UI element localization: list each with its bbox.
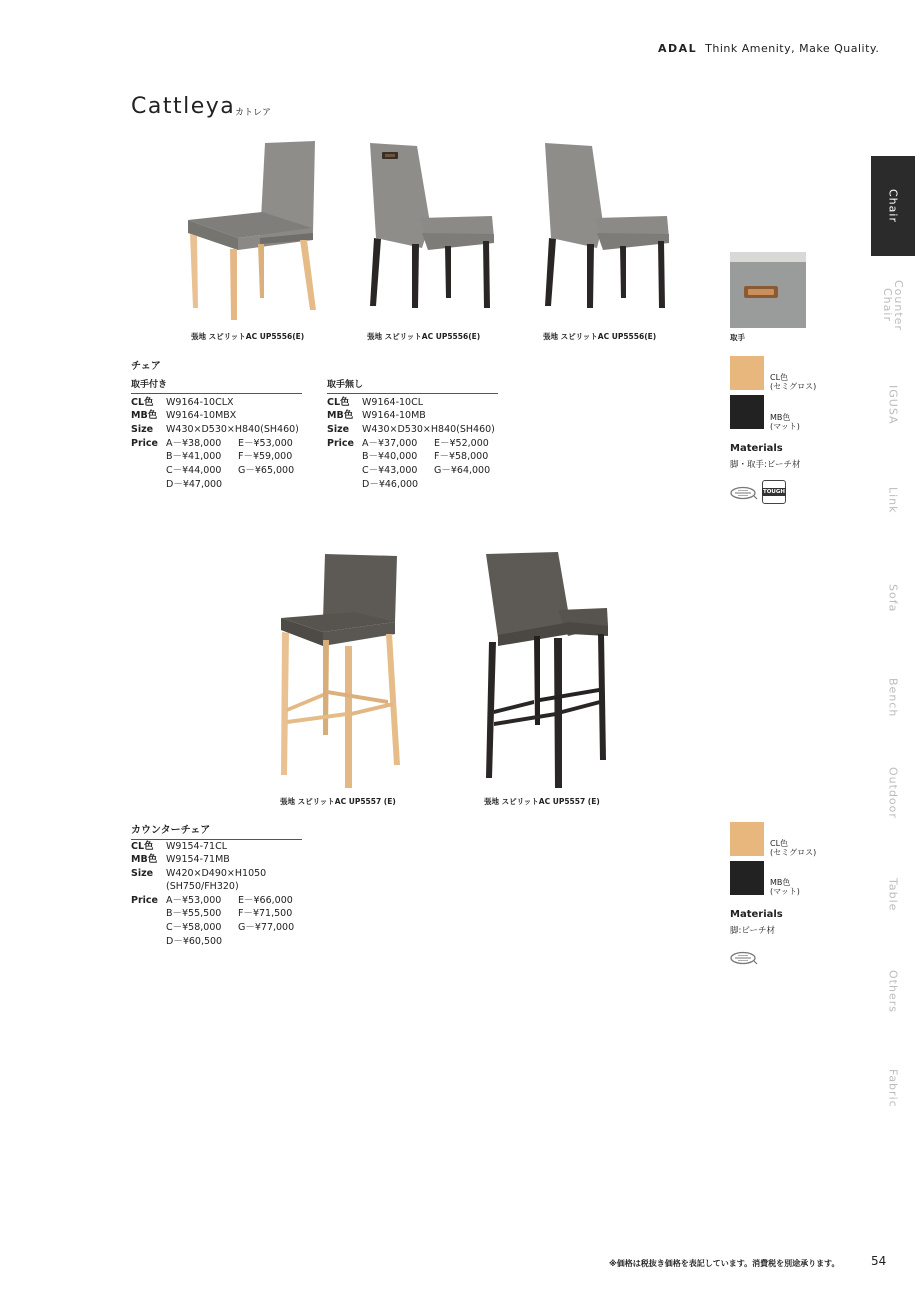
fsc-wood-icon [730, 486, 758, 500]
counter2-caption: 張地 スピリットAC UP5557 (E) [484, 797, 600, 806]
chair3-caption: 張地 スピリットAC UP5556(E) [543, 332, 657, 341]
tab-counter-chair-label: Counter Chair [881, 279, 905, 331]
swatch-cl-2 [730, 822, 764, 856]
brand-tagline: Think Amenity, Make Quality. [705, 42, 880, 55]
swatch-mb-2-note: (マット) [770, 887, 800, 896]
price-d: D－¥47,000 [166, 479, 223, 490]
price-c: C－¥43,000 [362, 465, 418, 476]
price-g: G－¥64,000 [434, 465, 491, 476]
price-e: E－¥53,000 [238, 438, 293, 449]
swatch-mb-2-name: MB色 [770, 878, 791, 887]
cl-code: W9154-71CL [166, 841, 228, 852]
price-f: F－¥58,000 [434, 451, 489, 462]
tab-sofa-label: Sofa [886, 583, 900, 613]
price-f: F－¥71,500 [238, 908, 293, 919]
tab-link-label: Link [886, 486, 900, 514]
chair-cl-front-image [180, 138, 325, 323]
tab-fabric-label: Fabric [886, 1069, 900, 1108]
materials-title: Materials [730, 443, 783, 454]
size-value: W430×D530×H840(SH460) [166, 424, 299, 435]
tab-bench-label: Bench [886, 677, 900, 718]
with-handle-specs [131, 396, 306, 496]
brand-logo: ADAL [658, 42, 698, 55]
swatch-cl-2-note: (セミグロス) [770, 848, 817, 857]
materials-text: 脚・取手:ビーチ材 [730, 460, 801, 470]
tab-sofa[interactable] [871, 582, 915, 614]
counter-chair-cl-image [275, 550, 405, 790]
price-d: D－¥46,000 [362, 479, 419, 490]
price-g: G－¥77,000 [238, 922, 295, 933]
tab-table-label: Table [886, 878, 900, 912]
price-a: A－¥38,000 [166, 438, 222, 449]
price-a: A－¥53,000 [166, 895, 222, 906]
size-label: Size [131, 424, 154, 435]
chair2-caption: 張地 スピリットAC UP5556(E) [367, 332, 481, 341]
swatch-mb [730, 395, 764, 429]
swatch-mb-2-label [770, 878, 800, 896]
mb-code: W9154-71MB [166, 854, 230, 865]
tab-outdoor-label: Outdoor [886, 767, 900, 819]
handle-detail-image [730, 252, 806, 328]
price-c: C－¥44,000 [166, 465, 222, 476]
price-label: Price [327, 438, 354, 449]
chair-section-title: チェア [131, 361, 161, 372]
price-e: E－¥52,000 [434, 438, 489, 449]
materials-text-2: 脚:ビーチ材 [730, 926, 776, 936]
tab-table[interactable] [871, 875, 915, 915]
swatch-cl-label [770, 373, 816, 391]
mb-code: W9164-10MB [362, 410, 426, 421]
price-b: B－¥55,500 [166, 908, 222, 919]
without-handle-title: 取手無し [327, 377, 498, 394]
swatch-mb-name: MB色 [770, 413, 791, 422]
cl-code: W9164-10CLX [166, 397, 234, 408]
cl-label: CL色 [131, 841, 154, 852]
tab-bench[interactable] [871, 675, 915, 720]
size-label: Size [131, 868, 154, 879]
price-e: E－¥66,000 [238, 895, 293, 906]
cl-label: CL色 [131, 397, 154, 408]
swatch-cl-2-label [770, 839, 816, 857]
swatch-cl-2-name: CL色 [770, 839, 789, 848]
price-f: F－¥59,000 [238, 451, 293, 462]
swatch-mb-label [770, 413, 800, 431]
tab-others[interactable] [871, 968, 915, 1014]
tab-igusa-label: IGUSA [886, 385, 900, 425]
counter-specs [131, 840, 306, 955]
price-a: A－¥37,000 [362, 438, 418, 449]
mb-label: MB色 [131, 854, 158, 865]
with-handle-title: 取手付き [131, 377, 302, 394]
mb-label: MB色 [131, 410, 158, 421]
counter1-caption: 張地 スピリットAC UP5557 (E) [280, 797, 396, 806]
price-b: B－¥40,000 [362, 451, 418, 462]
tab-link[interactable] [871, 484, 915, 516]
cl-label: CL色 [327, 397, 350, 408]
materials-title-2: Materials [730, 909, 783, 920]
tab-fabric[interactable] [871, 1066, 915, 1111]
counter-section-title: カウンターチェア [131, 821, 302, 840]
chair-mb-back-image [362, 138, 502, 313]
tab-chair-label: Chair [886, 189, 900, 223]
chair1-caption: 張地 スピリットAC UP5556(E) [191, 332, 305, 341]
size-value-2: (SH750/FH320) [166, 881, 239, 892]
fsc-wood-icon-2 [730, 951, 758, 965]
price-b: B－¥41,000 [166, 451, 222, 462]
brand-header [658, 42, 879, 55]
mb-label: MB色 [327, 410, 354, 421]
without-handle-specs [327, 396, 502, 496]
tough-badge-icon [762, 480, 786, 504]
counter-chair-mb-image [482, 550, 612, 790]
tab-chair[interactable] [871, 156, 915, 256]
price-g: G－¥65,000 [238, 465, 295, 476]
tab-others-label: Others [886, 969, 900, 1013]
swatch-mb-2 [730, 861, 764, 895]
tough-badge-text: TOUGH [763, 489, 786, 495]
swatch-mb-note: (マット) [770, 422, 800, 431]
swatch-cl [730, 356, 764, 390]
mb-code: W9164-10MBX [166, 410, 237, 421]
size-value: W430×D530×H840(SH460) [362, 424, 495, 435]
page-title-jp: カトレア [235, 108, 272, 118]
size-value: W420×D490×H1050 [166, 868, 267, 879]
swatch-cl-name: CL色 [770, 373, 789, 382]
swatch-cl-note: (セミグロス) [770, 382, 817, 391]
page-number: 54 [871, 1254, 887, 1268]
tab-igusa[interactable] [871, 380, 915, 430]
chair-mb-back-nohandle-image [537, 138, 677, 313]
tab-outdoor[interactable] [871, 765, 915, 821]
price-c: C－¥58,000 [166, 922, 222, 933]
price-label: Price [131, 895, 158, 906]
handle-caption: 取手 [730, 333, 745, 342]
price-label: Price [131, 438, 158, 449]
tax-footnote: ※価格は税抜き価格を表記しています。消費税を別途承ります。 [609, 1259, 840, 1268]
cl-code: W9164-10CL [362, 397, 424, 408]
tab-counter-chair[interactable] [871, 275, 915, 335]
size-label: Size [327, 424, 350, 435]
page-title: Cattleya [131, 94, 236, 119]
price-d: D－¥60,500 [166, 936, 223, 947]
